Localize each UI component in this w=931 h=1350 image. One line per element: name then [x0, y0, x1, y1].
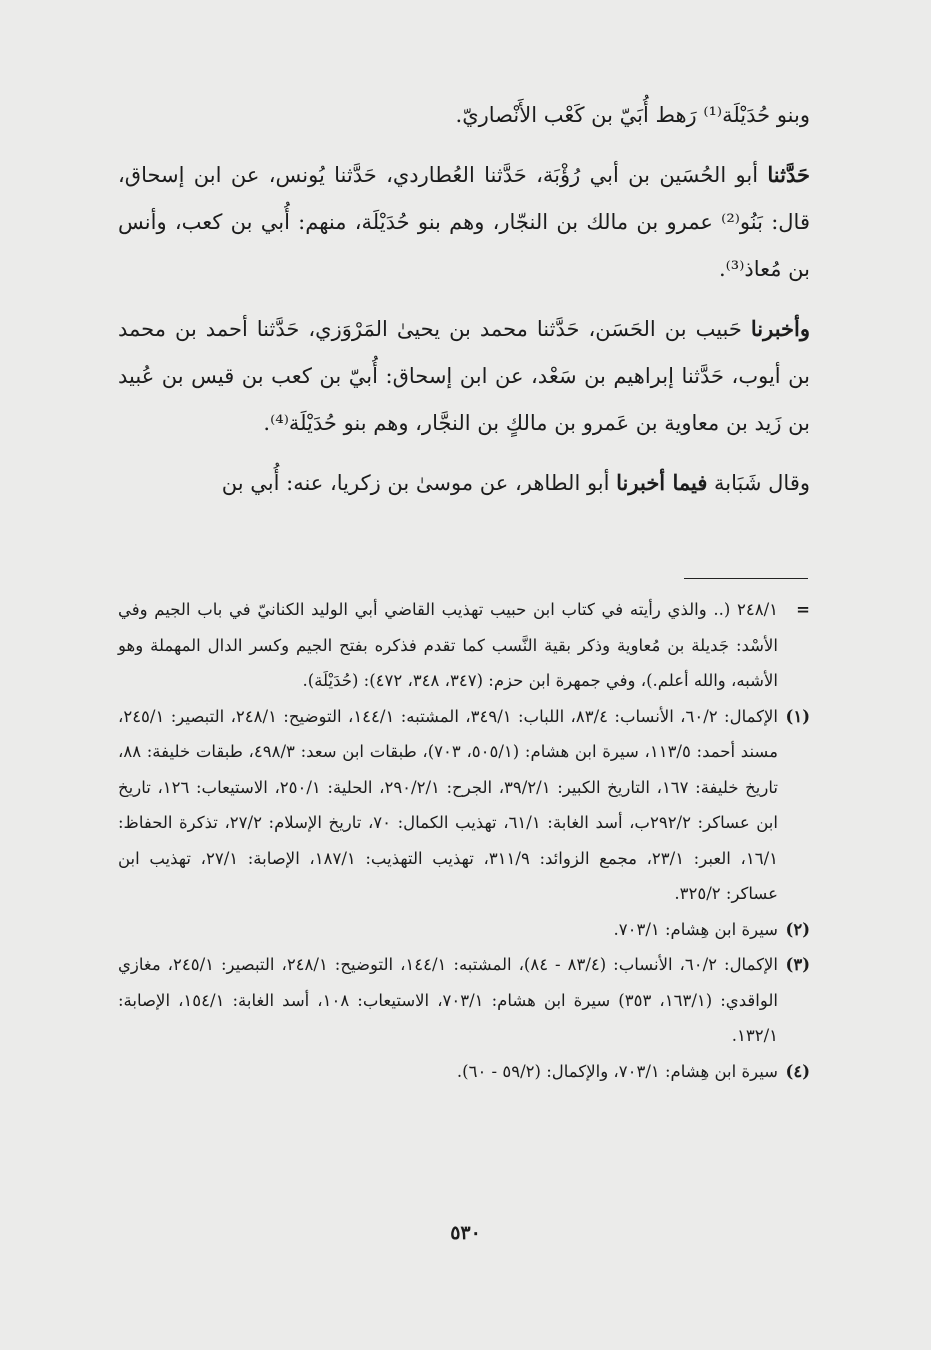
paragraph-4	[118, 459, 810, 507]
paragraph-2	[118, 151, 810, 293]
footnote-text: ٢٤٨/١ (.. والذي رأيته في كتاب ابن حبيب تهذيب القاضي أبي الوليد الكنانيّ في باب الجيم وفي الأسْد: جَديلة بن مُعاوية وذكر بقية النَّسب كما تقدم فذكره بفتح الجيم وكسر الدال المهملة وهو الأشبه، والله أعلم.)، وفي جمهرة ابن حزم: (٣٤٧، ٣٤٨، ٤٧٢): (حُدَيْلَة).	[118, 600, 778, 690]
paragraph-3-text: حَبيب بن الحَسَن، حَدَّثنا محمد بن يحيىٰ المَرْوَزي، حَدَّثنا أحمد بن محمد بن أيوب، حَدَّثنا إبراهيم بن سَعْد، عن ابن إسحاق: أُبيّ بن كعب بن قيس بن عُبيد بن زَيد بن معاوية بن عَمرو بن مالكٍ بن النجَّار، وهم بنو حُدَيْلَة⁽⁴⁾.	[118, 317, 810, 435]
paragraph-2-text: أبو الحُسَين بن أبي رُؤْبَة، حَدَّثنا العُطاردي، حَدَّثنا يُونس، عن ابن إسحاق، قال: بَنُو⁽²⁾ عمرو بن مالك بن النجّار، وهم بنو حُدَيْلَة، منهم: أُبي بن كعب، وأنس بن مُعاذ⁽³⁾.	[118, 163, 810, 281]
footnote-marker: (١)	[785, 706, 810, 726]
footnote-text: سيرة ابن هِشام: ٧٠٣/١، والإكمال: (٥٩/٢ - ٦٠).	[456, 1061, 778, 1081]
footnote-2	[118, 912, 810, 948]
footnote-4	[118, 1054, 810, 1090]
footnote-marker: (٣)	[785, 955, 810, 974]
footnote-text: الإكمال: ٦٠/٢، الأنساب: ٨٣/٤، اللباب: ٣٤٩/١، المشتبه: ١٤٤/١، التوضيح: ٢٤٨/١، التبصير: ٢٤٥/١، مسند أحمد: ١١٣/٥، سيرة ابن هشام: (٥٠٥/١، ٧٠٣)، طبقات ابن سعد: ٤٩٨/٣، طبقات خليفة: ٨٨، تاريخ خليفة: ١٦٧، التاريخ الكبير: ٣٩/٢/١، الجرح: ٢٩٠/٢/١، الحلية: ٢٥٠/١، الاستيعاب: ١٢٦، تاريخ ابن عساكر: ٢٩٢/٢ب، أسد الغابة: ٦١/١، تهذيب الكمال: ٧٠، تاريخ الإسلام: ٢٧/٢، تذكرة الحفاظ: ١٦/١، العبر: ٢٣/١، مجمع الزوائد: ٣١١/٩، تهذيب التهذيب: ١٨٧/١، الإصابة: ٢٧/١، تهذيب ابن عساكر: ٣٢٥/٢.	[118, 706, 778, 903]
footnote-marker: =	[796, 600, 810, 619]
paragraph-1-text: وبنو حُدَيْلَة⁽¹⁾ رَهط أُبَيّ بن كَعْب الأَنْصاريّ.	[455, 103, 810, 127]
paragraph-4-text-c: أبو الطاهر، عن موسىٰ بن زكريا، عنه: أُبي بن	[221, 471, 617, 495]
paragraph-4-lead: فيما أخبرنا	[616, 470, 708, 495]
footnote-text: سيرة ابن هِشام: ٧٠٣/١.	[613, 919, 778, 939]
page-number: ٥٣٠	[450, 1222, 481, 1244]
paragraph-3	[118, 305, 810, 447]
footnote-marker: (٤)	[785, 1061, 810, 1081]
footnotes	[118, 592, 810, 1089]
main-text	[118, 92, 810, 519]
footnote-text: الإكمال: ٦٠/٢، الأنساب: (٨٣/٤ - ٨٤)، المشتبه: ١٤٤/١، التوضيح: ٢٤٨/١، التبصير: ٢٤٥/١، مغازي الواقدي: (١٦٣/١، ٣٥٣) سيرة ابن هشام: ٧٠٣/١، الاستيعاب: ١٠٨، أسد الغابة: ١٥٤/١، الإصابة: ١٣٢/١.	[118, 955, 778, 1045]
paragraph-3-lead: وأخبرنا	[750, 316, 810, 341]
paragraph-1	[118, 92, 810, 139]
footnote-continued	[118, 592, 810, 699]
footnote-1	[118, 699, 810, 912]
footnote-3	[118, 947, 810, 1054]
footnote-separator	[684, 578, 808, 579]
footnote-marker: (٢)	[785, 919, 810, 939]
paragraph-2-lead: حَدَّثنا	[767, 162, 810, 187]
paragraph-4-text-a: وقال شَبَابة	[707, 471, 810, 495]
